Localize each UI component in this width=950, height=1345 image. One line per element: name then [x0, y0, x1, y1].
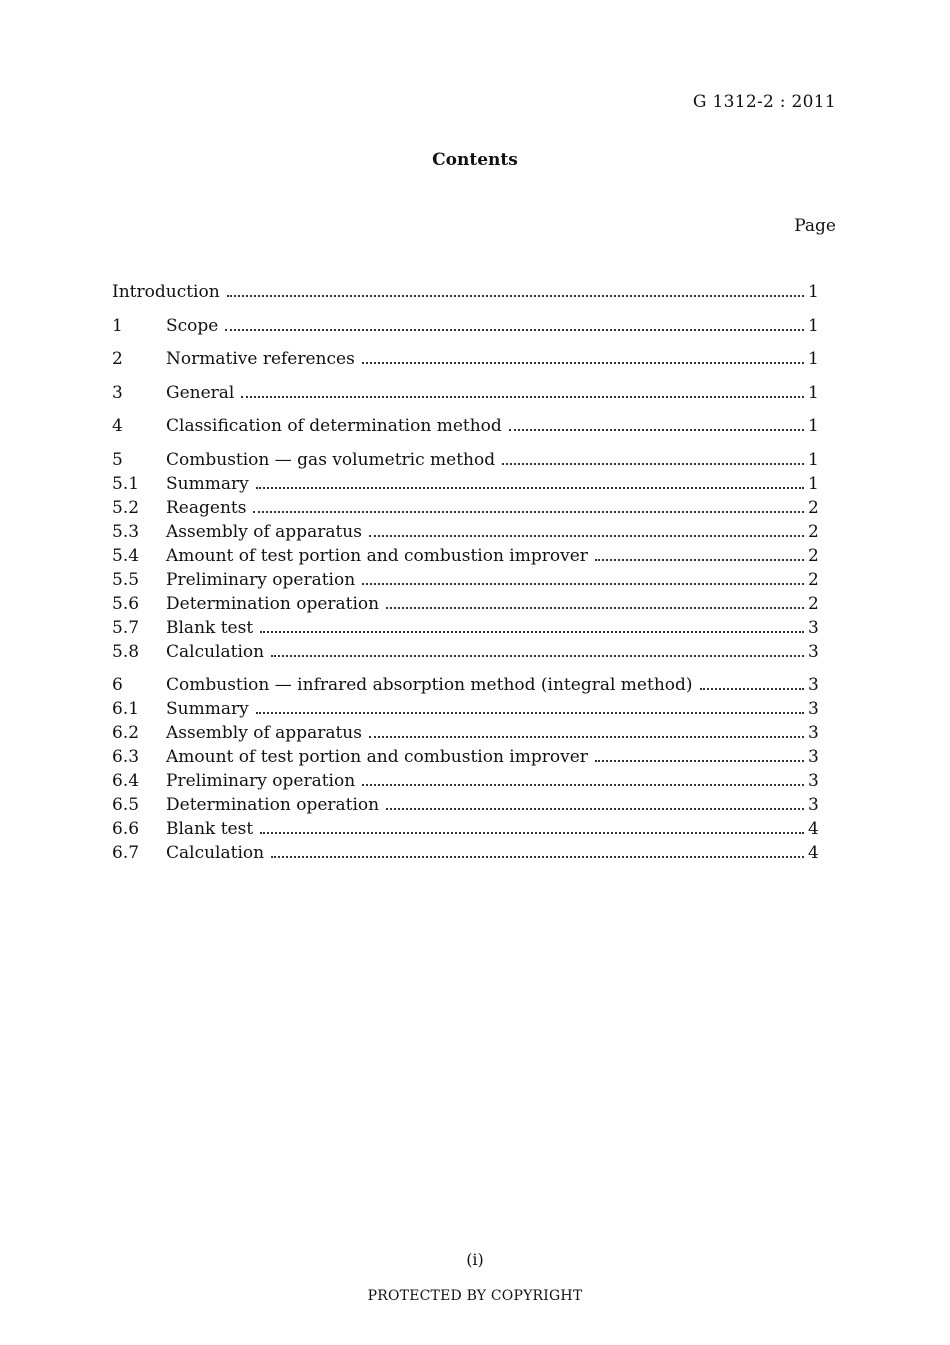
dot-leader [256, 711, 804, 714]
toc-entry-label: Preliminary operation [166, 569, 356, 590]
toc-entry-number: 5.5 [112, 569, 140, 590]
toc-entry-introduction[interactable] [112, 282, 818, 306]
dot-leader [362, 582, 804, 585]
toc-entry-5-5[interactable] [112, 570, 818, 594]
toc-entry-number: 4 [112, 416, 123, 436]
toc-entry-number: 6.7 [112, 843, 140, 863]
copyright-notice: PROTECTED BY COPYRIGHT [367, 1288, 583, 1304]
toc-entry-number: 5.3 [112, 521, 140, 542]
dot-leader [362, 783, 804, 786]
toc-entry-6-6[interactable] [112, 819, 818, 843]
toc-entry-number: 6.4 [112, 771, 140, 791]
toc-entry-5-8[interactable] [112, 642, 818, 666]
toc-entry-page: 3 [808, 747, 819, 767]
page-title: Contents [432, 150, 518, 170]
toc-entry-label: Assembly of apparatus [166, 521, 362, 542]
toc-entry-5-2[interactable] [112, 498, 818, 522]
toc-entry-6-3[interactable] [112, 747, 818, 771]
toc-entry-number: 3 [112, 382, 123, 403]
toc-entry-number: 6.6 [112, 819, 140, 839]
toc-entry-label: Blank test [166, 617, 254, 638]
toc-entry-label: Amount of test portion and combustion improver [166, 545, 588, 566]
toc-entry-page: 3 [808, 699, 819, 719]
toc-entry-label: Normative references [166, 349, 355, 369]
toc-entry-4[interactable] [112, 416, 818, 440]
dot-leader [369, 534, 804, 537]
toc-entry-page: 2 [808, 545, 819, 566]
toc-entry-number: 6.2 [112, 723, 140, 743]
toc-entry-page: 3 [808, 723, 819, 743]
toc-entry-page: 1 [808, 349, 819, 369]
toc-entry-label: Preliminary operation [166, 771, 356, 791]
toc-entry-6-7[interactable] [112, 843, 818, 867]
dot-leader [700, 687, 804, 690]
toc-entry-number: 5.1 [112, 473, 140, 494]
toc-entry-page: 2 [808, 569, 819, 590]
document-id: G 1312-2 : 2011 [692, 92, 836, 112]
toc-entry-5-3[interactable] [112, 522, 818, 546]
toc-entry-label: Scope [166, 315, 219, 336]
toc-entry-number: 6.5 [112, 795, 140, 815]
toc-entry-5[interactable] [112, 450, 818, 474]
dot-leader [386, 807, 804, 810]
toc-entry-page: 2 [808, 593, 819, 614]
toc-entry-5-6[interactable] [112, 594, 818, 618]
dot-leader [271, 855, 804, 858]
table-of-contents [112, 282, 818, 867]
toc-entry-page: 1 [808, 282, 819, 302]
toc-entry-page: 3 [808, 771, 819, 791]
dot-leader [369, 735, 804, 738]
toc-entry-number: 5.7 [112, 617, 140, 638]
toc-entry-label: Combustion — gas volumetric method [166, 449, 496, 470]
toc-entry-number: 6.3 [112, 747, 140, 767]
toc-entry-page: 4 [808, 819, 819, 839]
toc-entry-label: Reagents [166, 497, 247, 518]
toc-entry-number: 1 [112, 315, 123, 336]
toc-entry-5-4[interactable] [112, 546, 818, 570]
toc-entry-label: Amount of test portion and combustion improver [166, 747, 588, 767]
dot-leader [386, 606, 804, 609]
dot-leader [509, 428, 804, 431]
page-folio: (i) [466, 1250, 484, 1269]
toc-entry-number: 6.1 [112, 699, 140, 719]
dot-leader [260, 630, 804, 633]
toc-entry-number: 5.4 [112, 545, 140, 566]
dot-leader [362, 361, 804, 364]
dot-leader [502, 462, 804, 465]
toc-entry-6-2[interactable] [112, 723, 818, 747]
toc-entry-number: 6 [112, 675, 123, 695]
dot-leader [595, 558, 804, 561]
toc-entry-page: 1 [808, 416, 819, 436]
dot-leader [256, 486, 804, 489]
toc-entry-2[interactable] [112, 349, 818, 373]
toc-entry-label: Summary [166, 473, 249, 494]
page-column-label: Page [794, 216, 836, 236]
toc-entry-label: Classification of determination method [166, 416, 502, 436]
toc-entry-1[interactable] [112, 316, 818, 340]
toc-entry-page: 1 [808, 315, 819, 336]
dot-leader [253, 510, 804, 513]
toc-entry-page: 3 [808, 617, 819, 638]
toc-entry-page: 4 [808, 843, 819, 863]
toc-entry-page: 1 [808, 449, 819, 470]
toc-entry-5-1[interactable] [112, 474, 818, 498]
toc-entry-page: 2 [808, 521, 819, 542]
toc-entry-5-7[interactable] [112, 618, 818, 642]
toc-entry-label: Calculation [166, 843, 265, 863]
toc-entry-label: Determination operation [166, 795, 380, 815]
toc-entry-number: 5.2 [112, 497, 140, 518]
toc-entry-label: Assembly of apparatus [166, 723, 362, 743]
toc-entry-page: 2 [808, 497, 819, 518]
toc-entry-number: 5.8 [112, 641, 140, 662]
toc-entry-page: 1 [808, 473, 819, 494]
toc-entry-6[interactable] [112, 675, 818, 699]
toc-entry-label: Determination operation [166, 593, 380, 614]
toc-entry-3[interactable] [112, 383, 818, 407]
toc-entry-label: Summary [166, 699, 249, 719]
toc-entry-page: 3 [808, 641, 819, 662]
dot-leader [271, 654, 804, 657]
toc-entry-6-5[interactable] [112, 795, 818, 819]
toc-entry-6-4[interactable] [112, 771, 818, 795]
toc-entry-label: Combustion — infrared absorption method (integral method) [166, 675, 693, 695]
toc-entry-number: 5.6 [112, 593, 140, 614]
toc-entry-page: 3 [808, 675, 819, 695]
dot-leader [595, 759, 804, 762]
toc-entry-page: 3 [808, 795, 819, 815]
toc-entry-label: Introduction [112, 282, 220, 302]
dot-leader [225, 328, 804, 331]
toc-entry-number: 5 [112, 449, 123, 470]
toc-entry-page: 1 [808, 382, 819, 403]
toc-entry-label: Blank test [166, 819, 254, 839]
toc-entry-label: Calculation [166, 641, 265, 662]
dot-leader [241, 395, 804, 398]
toc-entry-number: 2 [112, 349, 123, 369]
toc-entry-6-1[interactable] [112, 699, 818, 723]
toc-entry-label: General [166, 382, 235, 403]
dot-leader [260, 831, 804, 834]
dot-leader [227, 294, 804, 297]
